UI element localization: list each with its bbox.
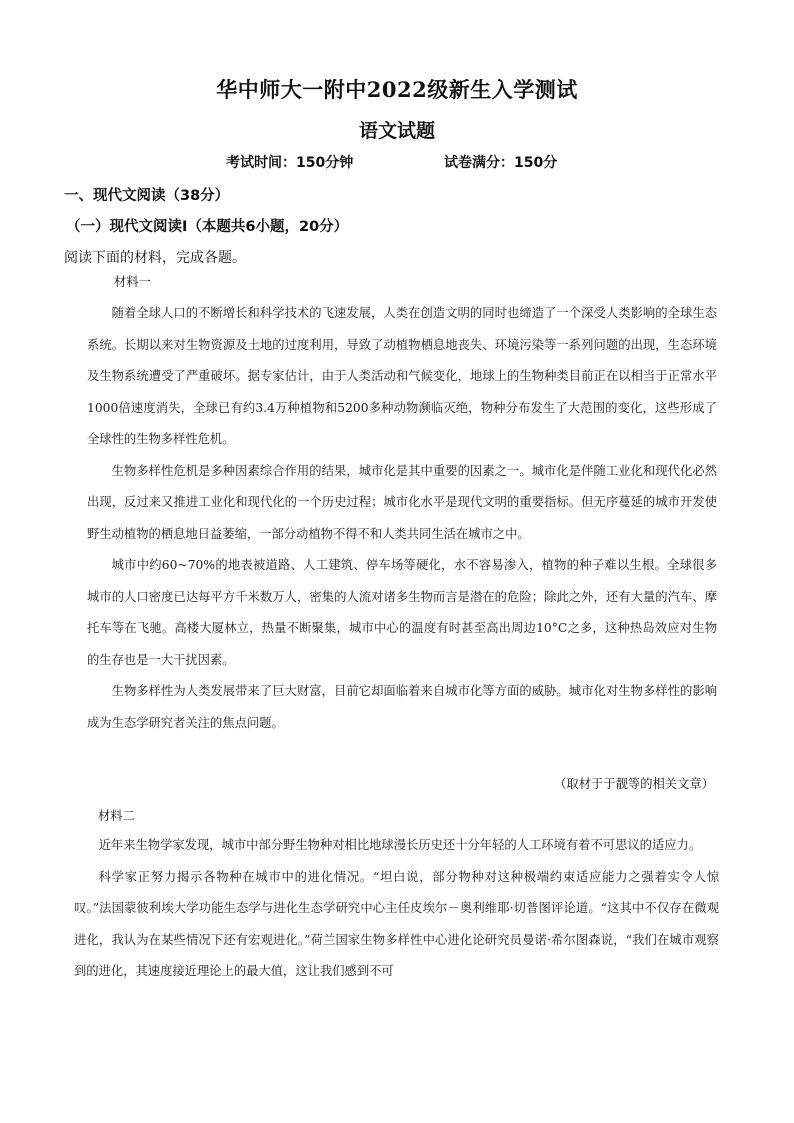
paragraph: 城市中约60~70%的地表被道路、人工建筑、停车场等硬化，水不容易渗入，植物的种子难以生根。全球很多城市的人口密度已达每平方千米数万人，密集的人流对诸多生物而言是潜在的危险；除此之外，还有大量的汽车、摩托车等在飞驰。高楼大厦林立，热量不断聚集，城市中心的温度有时甚至高出周边10°C之多，这种热岛效应对生物的生存也是一大干扰因素。 — [87, 558, 717, 667]
source-citation: （取材于于靓等的相关文章） — [554, 777, 714, 791]
paragraph: 随着全球人口的不断增长和科学技术的飞速发展，人类在创造文明的同时也缔造了一个深受人类影响的全球生态系统。长期以来对生物资源及土地的过度利用，导致了动植物栖息地丧失、环境污染等一系列问题的出现，生态环境及生物系统遭受了严重破坏。据专家估计，由于人类活动和气候变化，地球上的生物种类目前正在以相当于正常水平1000倍速度消失，全球已有约3.4万种植物和5200多种动物濒临灭绝，物种分布发生了大范围的变化，这些形成了全球性的生物多样性危机。 — [87, 306, 717, 446]
subsection-heading: （一）现代文阅读Ⅰ（本题共6小题，20分） — [66, 219, 349, 235]
material-2-label: 材料二 — [98, 809, 135, 823]
section-heading: 一、现代文阅读（38分） — [64, 188, 230, 204]
subject-title: 语文试题 — [358, 120, 435, 142]
paragraph: 科学家正努力揭示各物种在城市中的进化情况。“坦白说，部分物种对这种极端约束适应能力之强着实令人惊叹。”法国蒙彼利埃大学功能生态学与进化生态学研究中心主任皮埃尔－奥利维耶·切普图评论道。“这其中不仅存在微观进化，我认为在某些情况下还有宏观进化。”荷兰国家生物多样性中心进化论研究员曼诺·希尔图森说，“我们在城市观察到的进化，其速度接近理论上的最大值，这让我们感到不可 — [74, 869, 719, 978]
material-2-body — [74, 830, 719, 988]
paragraph: 生物多样性为人类发展带来了巨大财富，目前它却面临着来自城市化等方面的威胁。城市化对生物多样性的影响成为生态学研究者关注的焦点问题。 — [87, 684, 717, 730]
paragraph: 生物多样性危机是多种因素综合作用的结果，城市化是其中重要的因素之一。城市化是伴随工业化和现代化必然出现，反过来又推进工业化和现代化的一个历史过程；城市化水平是现代文明的重要指标。但无序蔓延的城市开发使野生动植物的栖息地日益萎缩，一部分动植物不得不和人类共同生活在城市之中。 — [87, 463, 717, 541]
reading-instruction: 阅读下面的材料，完成各题。 — [64, 250, 246, 266]
full-score: 试卷满分：150分 — [444, 155, 558, 171]
exam-title: 华中师大一附中2022级新生入学测试 — [216, 77, 578, 102]
exam-time: 考试时间：150分钟 — [226, 155, 354, 171]
material-1-label: 材料一 — [114, 275, 151, 289]
paragraph: 近年来生物学家发现，城市中部分野生物种对相比地球漫长历史还十分年轻的人工环境有着不可思议的适应力。 — [98, 838, 702, 852]
material-1-body — [87, 298, 717, 739]
